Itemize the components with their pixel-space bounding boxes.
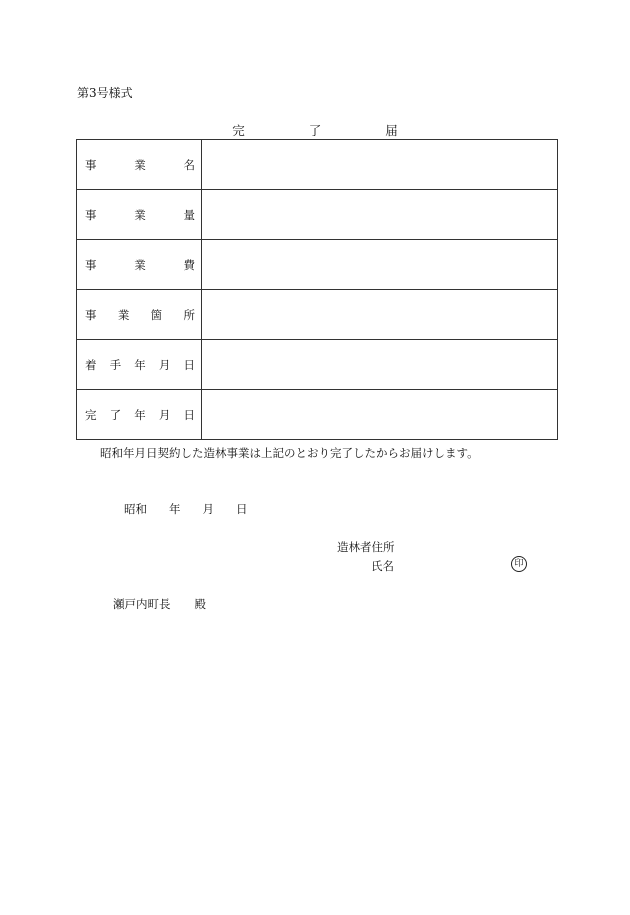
value-project-volume[interactable] <box>202 190 558 240</box>
label-char: 業 <box>134 207 146 222</box>
table-row-project-cost <box>77 240 558 290</box>
form-number: 第3号様式 <box>77 86 133 100</box>
label-char: 業 <box>134 257 146 272</box>
label-char: 箇 <box>150 307 163 322</box>
label-project-location <box>77 290 202 340</box>
value-completion-date[interactable] <box>202 390 558 440</box>
label-char: 事 <box>85 207 97 222</box>
statement-body: 日契約した造林事業は上記のとおり完了したからお届けします。 <box>146 446 479 460</box>
label-char: 月 <box>158 357 171 372</box>
value-project-cost[interactable] <box>202 240 558 290</box>
applicant-address-label: 造林者住所 <box>337 540 395 554</box>
table-row-project-location <box>77 290 558 340</box>
label-project-name <box>77 140 202 190</box>
label-char: 業 <box>134 157 146 172</box>
value-project-name[interactable] <box>202 140 558 190</box>
label-char: 年 <box>134 407 146 422</box>
label-char: 日 <box>183 357 195 372</box>
statement-era: 昭和 <box>100 446 123 460</box>
label-char: 日 <box>183 407 195 422</box>
completion-statement <box>78 444 556 463</box>
date-year: 年 <box>169 502 181 516</box>
table-row-start-date <box>77 340 558 390</box>
seal-icon: 印 <box>511 556 527 572</box>
date-era: 昭和 <box>124 502 147 516</box>
label-char: 着 <box>85 357 97 372</box>
title-char-3: 届 <box>385 123 398 138</box>
statement-year: 年 <box>123 446 135 460</box>
addressee <box>113 596 206 612</box>
title-char-1: 完 <box>232 123 245 138</box>
label-char: 量 <box>183 207 195 222</box>
value-project-location[interactable] <box>202 290 558 340</box>
label-char: 月 <box>158 407 171 422</box>
completion-details-table <box>76 139 558 440</box>
label-char: 名 <box>183 157 195 172</box>
table-row-project-volume <box>77 190 558 240</box>
statement-month: 月 <box>134 446 146 460</box>
label-char: 費 <box>183 257 195 272</box>
label-completion-date <box>77 390 202 440</box>
label-char: 手 <box>109 357 122 372</box>
submission-date <box>124 501 248 517</box>
label-start-date <box>77 340 202 390</box>
label-char: 業 <box>117 307 130 322</box>
label-char: 事 <box>85 157 97 172</box>
date-day: 日 <box>236 502 248 516</box>
title-char-2: 了 <box>308 123 322 138</box>
label-char: 所 <box>183 307 195 322</box>
table-row-completion-date <box>77 390 558 440</box>
value-start-date[interactable] <box>202 340 558 390</box>
table-row-project-name <box>77 140 558 190</box>
label-project-volume <box>77 190 202 240</box>
label-char: 了 <box>109 407 122 422</box>
document-title <box>0 121 630 139</box>
applicant-name-label: 氏名 <box>371 559 394 573</box>
label-char: 事 <box>85 307 97 322</box>
label-char: 事 <box>85 257 97 272</box>
date-month: 月 <box>202 502 214 516</box>
label-char: 完 <box>85 407 97 422</box>
addressee-title: 瀬戸内町長 <box>113 597 171 611</box>
addressee-honorific: 殿 <box>194 597 206 611</box>
label-project-cost <box>77 240 202 290</box>
label-char: 年 <box>134 357 146 372</box>
